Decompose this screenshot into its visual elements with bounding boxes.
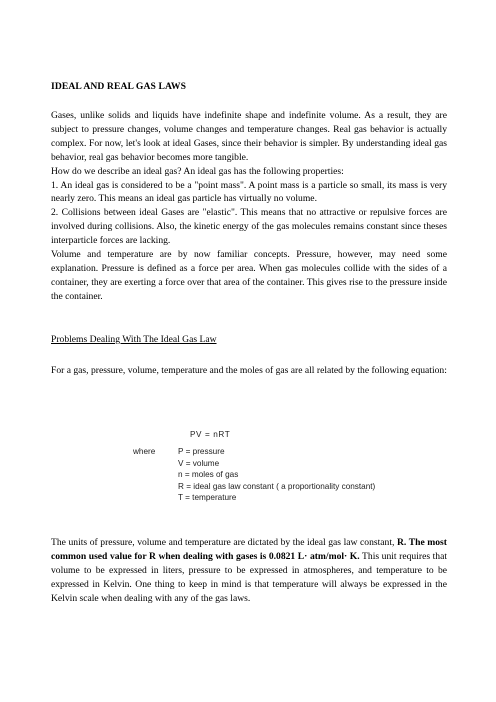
variable-definitions [178, 446, 375, 504]
gas-constant-statement: R. The most common used value for R when dealing with gases is 0.0821 L· atm/mol· K. [51, 537, 447, 562]
intro-section [51, 109, 447, 304]
units-paragraph [51, 536, 447, 606]
units-section [51, 536, 447, 606]
definition-temperature: T = temperature [178, 493, 237, 502]
units-tail-text: This unit requires that volume to be expressed in liters, pressure to be expressed in atmospheres, and temperature to be expressed in Kelvin. One thing to keep in mind is that temperature will always be expressed in the Kelvin scale when dealing with any of the gas laws. [51, 550, 448, 604]
property-elastic-collisions: 2. Collisions between ideal Gases are "elastic". This means that no attractive or repulsive forces are involved during collisions. Also, the kinetic energy of the gas molecules remains constant since theses interparticle forces are lacking. [51, 207, 447, 247]
ideal-gas-equation: PV = nRT [190, 430, 231, 439]
units-lead-text: The units of pressure, volume and temperature are dictated by the ideal gas law constant, [51, 537, 397, 548]
pressure-paragraph: Volume and temperature are by now familiar concepts. Pressure, however, may need some explanation. Pressure is defined as a force per area. When gas molecules collide with the sides of a container, they are exerting a force over that area of the container. This gives rise to the pressure inside the container. [51, 249, 447, 302]
where-label: where [133, 447, 156, 456]
definition-moles: n = moles of gas [178, 470, 239, 479]
section-heading: Problems Dealing With The Ideal Gas Law [51, 334, 217, 345]
definition-pressure: P = pressure [178, 447, 225, 456]
gas-law-intro-section [51, 364, 447, 378]
intro-paragraph: Gases, unlike solids and liquids have indefinite shape and indefinite volume. As a result, they are subject to pressure changes, volume changes and temperature changes. Real gas behavior is actually complex. For now, let's look at ideal Gases, since their behavior is simpler. By understanding ideal gas behavior, real gas behavior becomes more tangible. [51, 110, 447, 163]
definition-volume: V = volume [178, 458, 220, 468]
ideal-gas-question: How do we describe an ideal gas? An ideal gas has the following properties: [51, 165, 344, 177]
definition-gas-constant: R = ideal gas law constant ( a proportionality constant) [178, 481, 376, 491]
property-point-mass: 1. An ideal gas is considered to be a "point mass". A point mass is a particle so small, its mass is very nearly zero. This means an ideal gas particle has virtually no volume. [51, 179, 447, 205]
document-title: IDEAL AND REAL GAS LAWS [51, 81, 187, 92]
gas-law-intro-paragraph: For a gas, pressure, volume, temperature and the moles of gas are all related by the following equation: [51, 365, 447, 376]
